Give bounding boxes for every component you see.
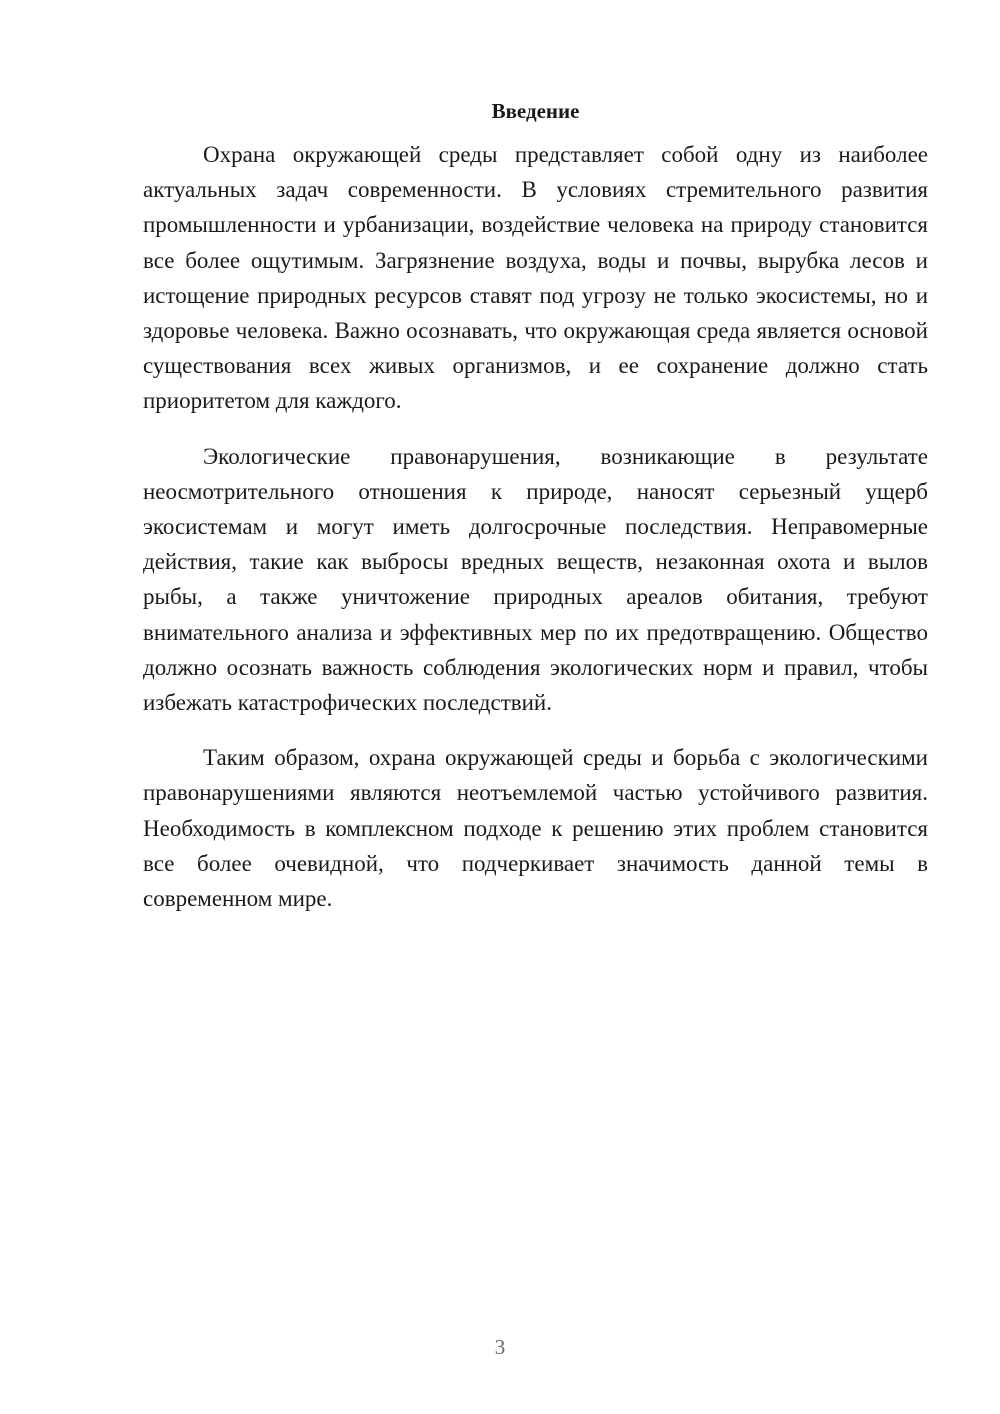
page-number: 3	[494, 1335, 506, 1359]
paragraph-1: Охрана окружающей среды представляет собой одну из наиболее актуальных задач современности. В условиях стремительного развития промышленности и урбанизации, воздействие человека на природу становится все более ощутимым. Загрязнение воздуха, воды и почвы, вырубка лесов и истощение природных ресурсов ставят под угрозу не только экосистемы, но и здоровье человека. Важно осознавать, что окружающая среда является основой существования всех живых организмов, и ее сохранение должно стать приоритетом для каждого.	[143, 142, 928, 414]
paragraph-3: Таким образом, охрана окружающей среды и борьба с экологическими правонарушениями являются неотъемлемой частью устойчивого развития. Необходимость в комплексном подходе к решению этих проблем становится все более очевидной, что подчеркивает значимость данной темы в современном мире.	[143, 745, 928, 912]
paragraph-2: Экологические правонарушения, возникающие в результате неосмотрительного отношения к природе, наносят серьезный ущерб экосистемам и могут иметь долгосрочные последствия. Неправомерные действия, такие как выбросы вредных веществ, незаконная охота и вылов рыбы, а также уничтожение природных ареалов обитания, требуют внимательного анализа и эффективных мер по их предотвращению. Общество должно осознать важность соблюдения экологических норм и правил, чтобы избежать катастрофических последствий.	[143, 443, 928, 716]
page-content	[143, 96, 928, 936]
section-heading: Введение	[491, 99, 580, 123]
